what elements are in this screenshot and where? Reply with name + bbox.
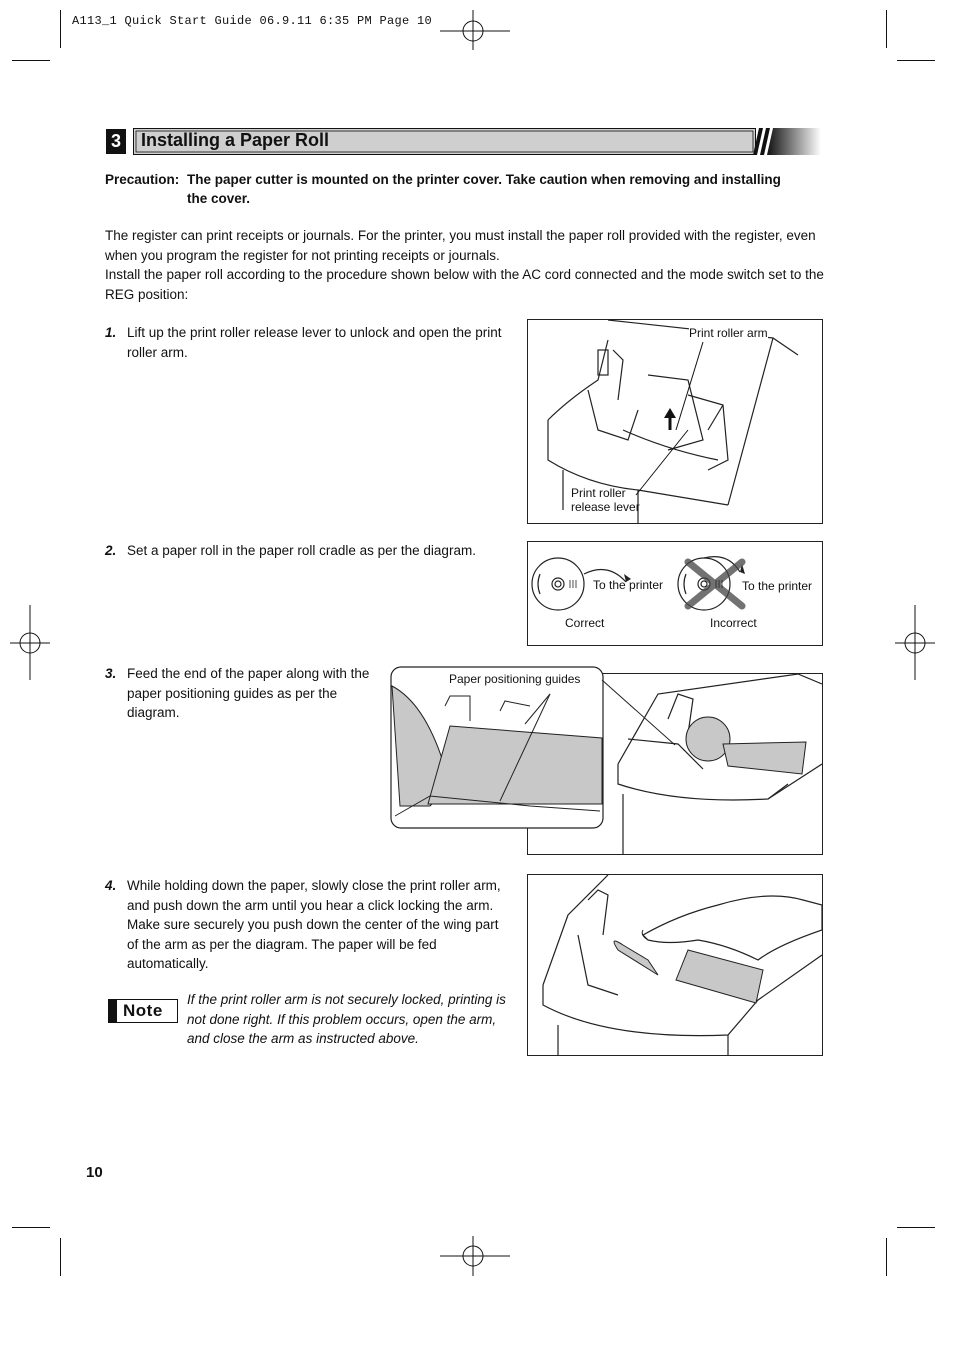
step-4 bbox=[105, 876, 510, 974]
label-to-printer-correct: To the printer bbox=[593, 578, 664, 592]
step-number: 4. bbox=[105, 878, 117, 893]
print-slug: A113_1 Quick Start Guide 06.9.11 6:35 PM Page 10 bbox=[72, 14, 433, 28]
step-number: 3. bbox=[105, 666, 117, 681]
label-release-lever-2: release lever bbox=[571, 500, 640, 514]
figure-open-roller-arm bbox=[527, 319, 823, 524]
register-close-illustration bbox=[528, 875, 822, 1055]
step-1 bbox=[105, 323, 505, 362]
intro-paragraph: The register can print receipts or journals. For the printer, you must install the paper roll provided with the register, even when you program the register for not printing receipts or journals. bbox=[105, 228, 816, 263]
note-badge-label: Note bbox=[123, 1001, 163, 1020]
intro-paragraph: Install the paper roll according to the procedure shown below with the AC cord connected and the mode switch set to the REG position: bbox=[105, 267, 824, 302]
section-number: 3 bbox=[106, 129, 126, 154]
note-badge-bar bbox=[109, 1000, 117, 1022]
step-2 bbox=[105, 541, 515, 561]
label-incorrect: Incorrect bbox=[710, 616, 757, 630]
note-text: If the print roller arm is not securely locked, printing is not done right. If this problem occurs, open the arm, and close the arm as instructed above. bbox=[187, 992, 506, 1046]
step-text: While holding down the paper, slowly close the print roller arm, and push down the arm until you hear a click locking the arm. Make sure securely you push down the center of the wing part of the arm as per the diagram. The paper will be fed automatically. bbox=[127, 878, 501, 971]
precaution-text-cont: the cover. bbox=[187, 191, 251, 206]
page-number: 10 bbox=[86, 1164, 103, 1181]
step-number: 1. bbox=[105, 325, 117, 340]
precaution-label: Precaution: bbox=[105, 172, 180, 187]
label-to-printer-incorrect: To the printer bbox=[742, 579, 813, 593]
intro-text bbox=[105, 226, 825, 304]
precaution-block bbox=[105, 170, 825, 208]
figure-paper-roll-orientation bbox=[527, 541, 823, 646]
step-3 bbox=[105, 664, 375, 723]
step-text: Lift up the print roller release lever to unlock and open the print roller arm. bbox=[127, 325, 502, 360]
paper-guides-zoom-callout bbox=[390, 666, 605, 830]
section-title: Installing a Paper Roll bbox=[141, 130, 330, 150]
step-number: 2. bbox=[105, 543, 117, 558]
label-correct: Correct bbox=[565, 616, 605, 630]
label-print-roller-arm: Print roller arm bbox=[689, 326, 768, 340]
step-text: Feed the end of the paper along with the paper positioning guides as per the diagram. bbox=[127, 666, 370, 720]
label-release-lever-1: Print roller bbox=[571, 486, 626, 500]
precaution-text: The paper cutter is mounted on the printer cover. Take caution when removing and installing bbox=[187, 172, 781, 187]
note-badge bbox=[108, 999, 178, 1023]
callout-pointer bbox=[600, 675, 680, 755]
figure-close-roller-arm bbox=[527, 874, 823, 1056]
label-paper-positioning-guides: Paper positioning guides bbox=[449, 672, 581, 686]
step-text: Set a paper roll in the paper roll cradle as per the diagram. bbox=[127, 543, 476, 558]
